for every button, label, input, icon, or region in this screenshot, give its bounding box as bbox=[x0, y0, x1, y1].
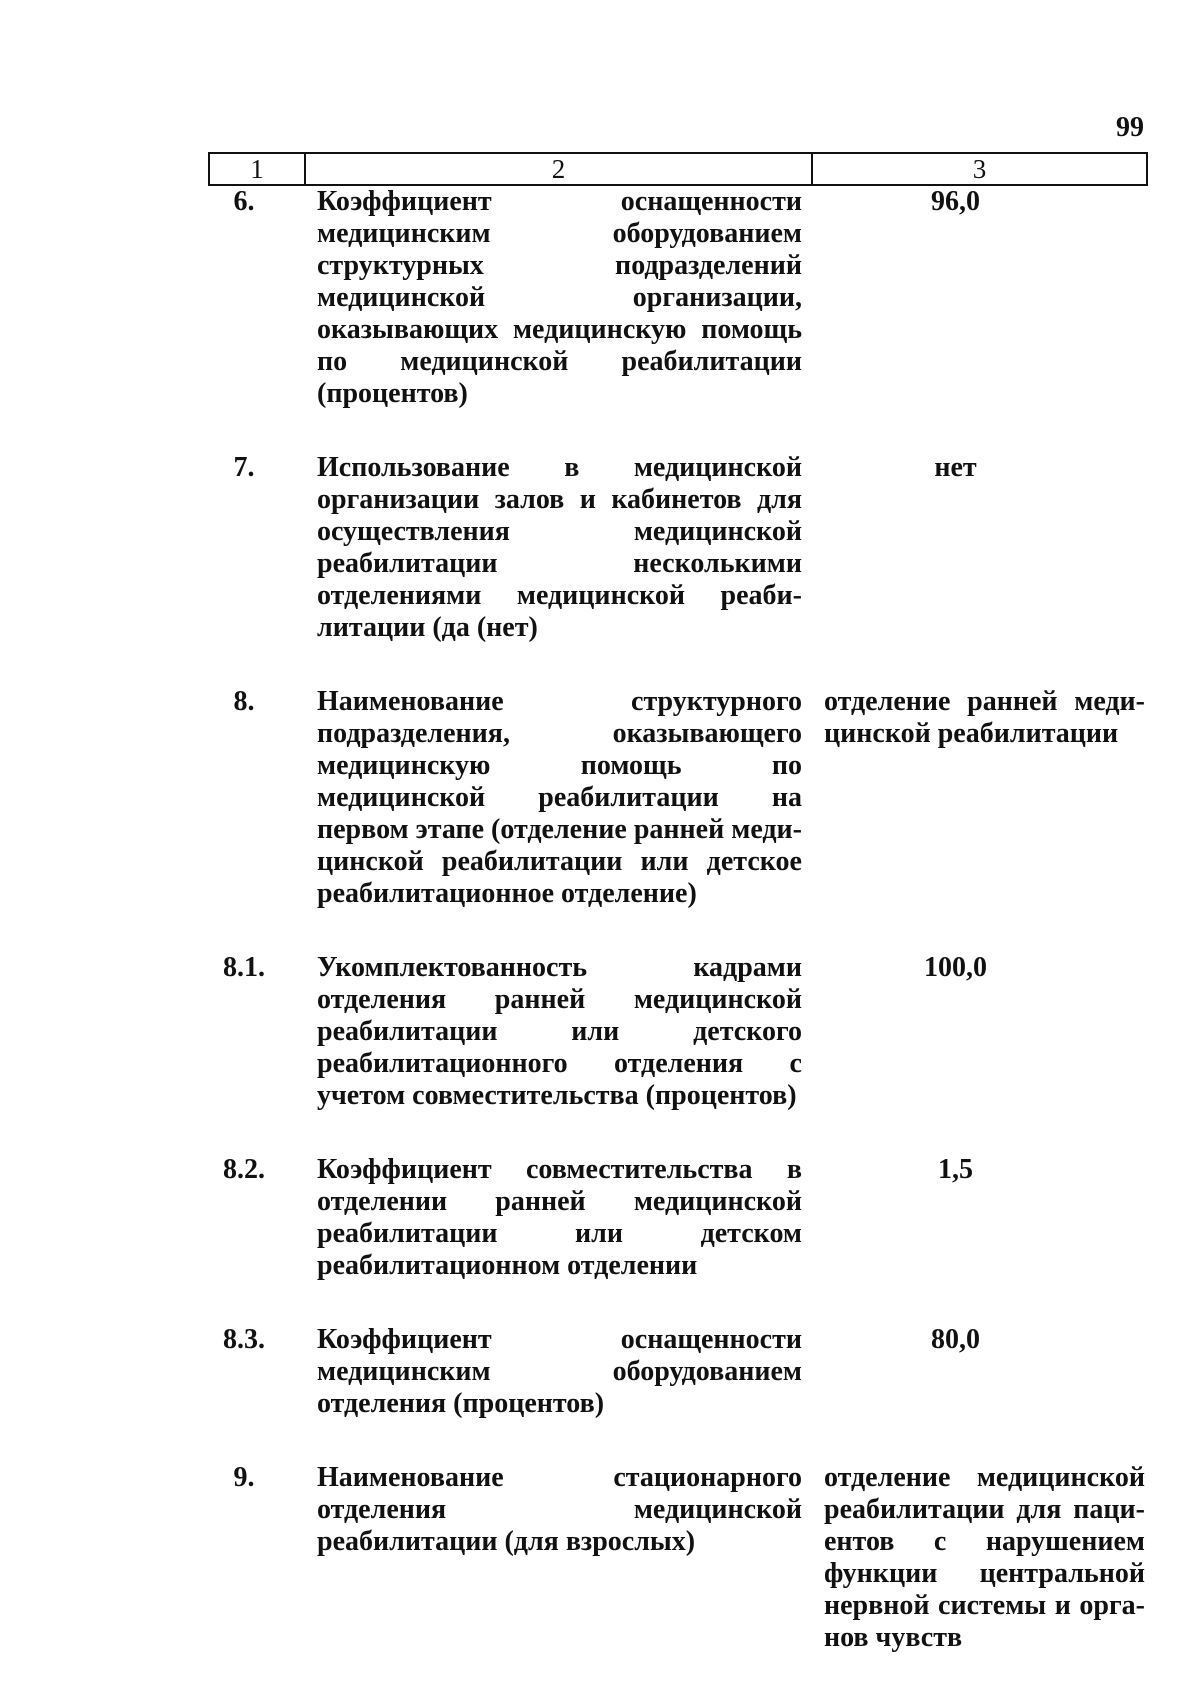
column-header-2: 2 bbox=[305, 153, 812, 185]
indicator-name: Коэффициент оснащенности медицинским оборудованием отделения (процентов) bbox=[317, 1324, 802, 1419]
indicator-name: Укомплектованность кадрами отделения ранней медицинской реабилитации или детского реабилитационного отделения с учетом совместительства (процентов) bbox=[317, 952, 802, 1111]
table-header-row bbox=[209, 153, 1147, 185]
indicator-name: Наименование структурного подразделения, оказывающего медицинскую помощь по медицинской реабилитации на первом этапе (отделение ранней медицинской реабилитации или детское реабилитационное отделение) bbox=[317, 686, 802, 909]
row-number: 8. bbox=[233, 686, 255, 717]
indicator-name: Наименование стационарного отделения медицинской реабилитации (для взрослых) bbox=[317, 1462, 802, 1557]
indicator-value: 96,0 bbox=[931, 186, 980, 217]
column-header-1: 1 bbox=[209, 153, 305, 185]
row-number: 7. bbox=[233, 452, 255, 483]
indicator-name: Коэффициент оснащенности медицинским оборудованием структурных подразделений медицинской организации, оказывающих медицинскую помощь по медицинской реабилитации (процентов) bbox=[317, 186, 802, 409]
indicators-table bbox=[208, 152, 1148, 1696]
indicator-name: Коэффициент совместительства в отделении ранней медицинской реабилитации или детском реабилитационном отделении bbox=[317, 1154, 802, 1281]
indicator-value: 80,0 bbox=[931, 1324, 980, 1355]
indicator-value: нет bbox=[934, 452, 977, 483]
table-row bbox=[209, 1324, 1147, 1462]
row-number: 9. bbox=[233, 1462, 255, 1493]
table-row bbox=[209, 1462, 1147, 1696]
column-header-3: 3 bbox=[812, 153, 1147, 185]
table-row bbox=[209, 185, 1147, 452]
row-number: 8.1. bbox=[223, 952, 265, 983]
table-row bbox=[209, 952, 1147, 1154]
row-number: 8.3. bbox=[223, 1324, 265, 1355]
indicator-name: Использование в медицинской организации залов и кабинетов для осуществления медицинской реабилитации несколькими отделениями медицинской реабилитации (да (нет) bbox=[317, 452, 802, 643]
row-number: 6. bbox=[233, 186, 255, 217]
indicator-value: 100,0 bbox=[924, 952, 987, 983]
indicator-value: отделение ранней медицинской реабилитации bbox=[824, 686, 1145, 749]
indicator-value: отделение медицинской реабилитации для пациентов с нарушением функции центральной нервной системы и органов чувств bbox=[824, 1462, 1145, 1653]
table-row bbox=[209, 452, 1147, 686]
indicator-value: 1,5 bbox=[938, 1154, 973, 1185]
row-number: 8.2. bbox=[223, 1154, 265, 1185]
table-row bbox=[209, 1154, 1147, 1324]
table-row bbox=[209, 686, 1147, 952]
page-number: 99 bbox=[1116, 112, 1144, 143]
